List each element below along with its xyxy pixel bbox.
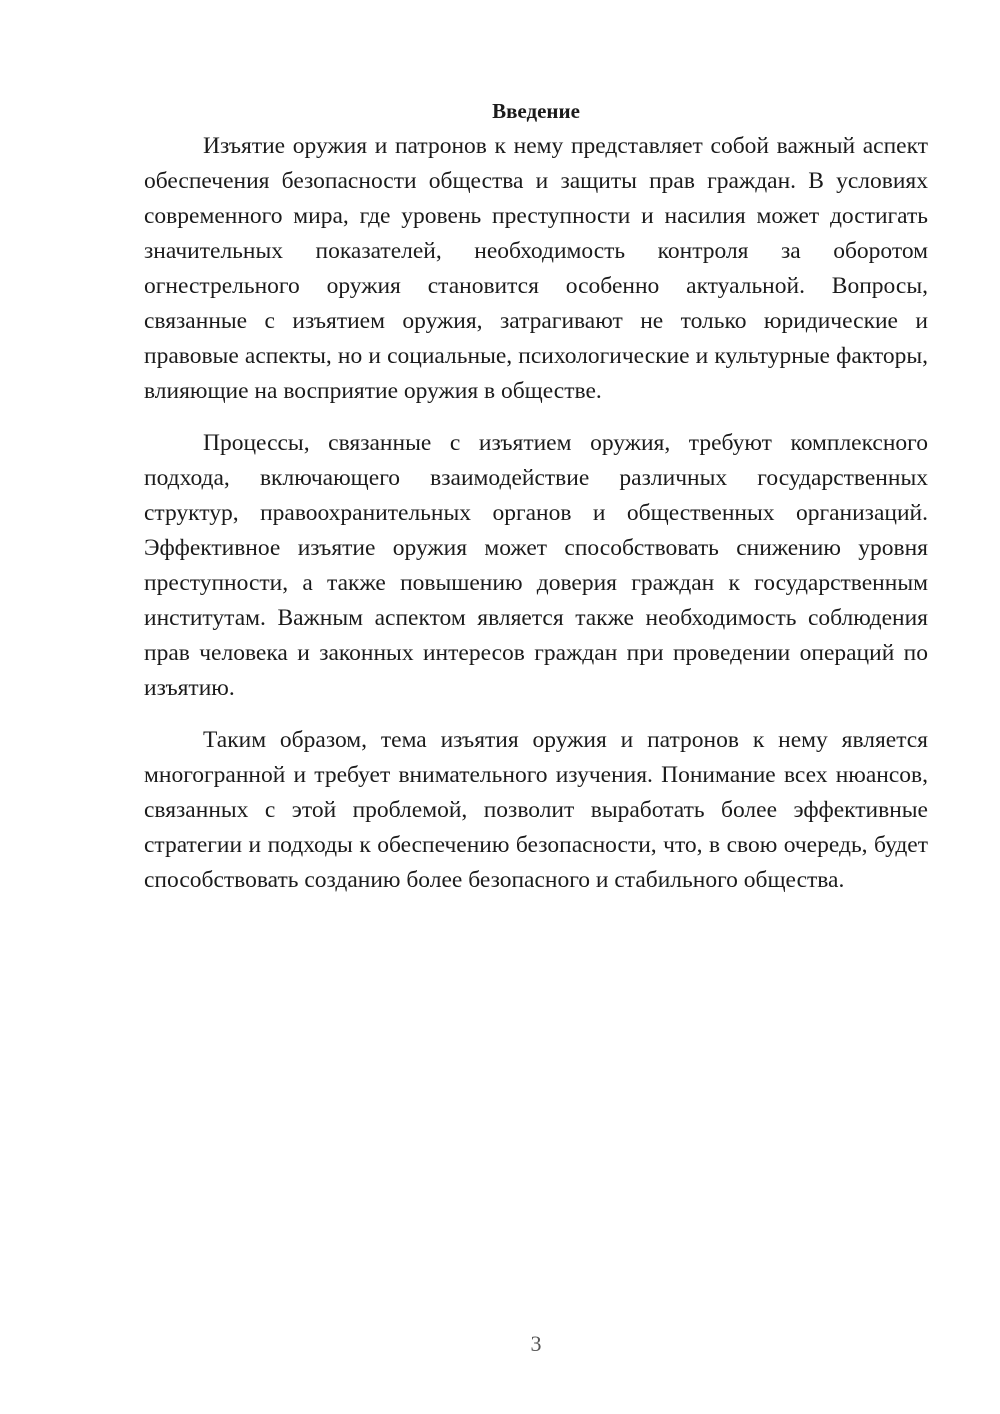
section-title: Введение: [492, 99, 580, 123]
page-number: 3: [530, 1331, 542, 1356]
paragraph-3: Таким образом, тема изъятия оружия и патронов к нему является многогранной и требует внимательного изучения. Понимание всех нюансов, связанных с этой проблемой, позволит выработать более эффективные стратегии и подходы к обеспечению безопасности, что, в свою очередь, будет способствовать созданию более безопасного и стабильного общества.: [144, 727, 928, 893]
paragraph-2: Процессы, связанные с изъятием оружия, требуют комплексного подхода, включающего взаимодействие различных государственных структур, правоохранительных органов и общественных организаций. Эффективное изъятие оружия может способствовать снижению уровня преступности, а также повышению доверия граждан к государственным институтам. Важным аспектом является также необходимость соблюдения прав человека и законных интересов граждан при проведении операций по изъятию.: [144, 430, 928, 701]
paragraph-1: Изъятие оружия и патронов к нему представляет собой важный аспект обеспечения безопасности общества и защиты прав граждан. В условиях современного мира, где уровень преступности и насилия может достигать значительных показателей, необходимость контроля за оборотом огнестрельного оружия становится особенно актуальной. Вопросы, связанные с изъятием оружия, затрагивают не только юридические и правовые аспекты, но и социальные, психологические и культурные факторы, влияющие на восприятие оружия в обществе.: [144, 133, 928, 404]
page-content: [144, 94, 928, 915]
